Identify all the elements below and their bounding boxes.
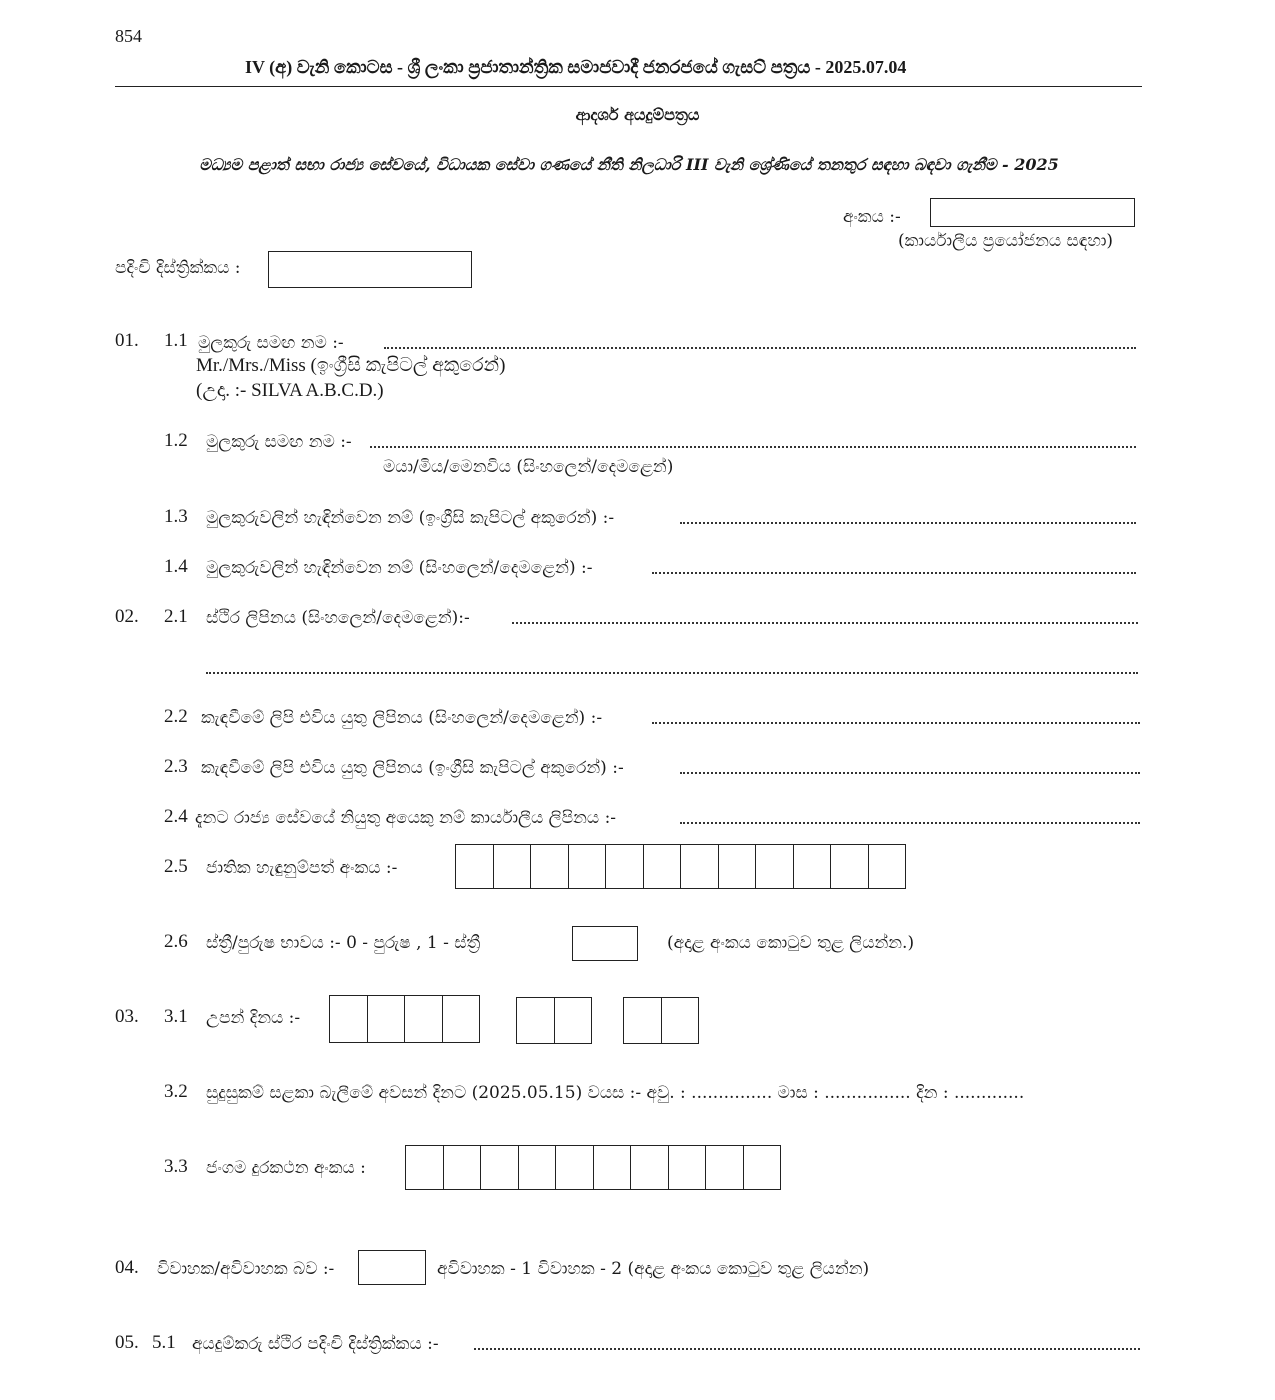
- q1-3-number: 1.3: [164, 506, 188, 527]
- dob-year-digit-box[interactable]: [443, 996, 481, 1042]
- gazette-header-title: IV (අ) වැනි කොටස - ශ්‍රී ලංකා ප්‍රජාතාන්ත්‍රික සමාජවාදී ජනරජයේ ගැසට් පත්‍රය - 2025.07.04: [245, 57, 907, 77]
- nic-digit-box[interactable]: [794, 845, 832, 888]
- q3-1-label: උපන් දිනය :-: [206, 1008, 301, 1028]
- section-02-number: 02.: [115, 606, 139, 627]
- nic-digit-box[interactable]: [869, 845, 907, 888]
- dob-day-boxes[interactable]: [623, 997, 699, 1044]
- page-number: 854: [115, 26, 142, 46]
- q5-1-number: 5.1: [152, 1332, 176, 1353]
- q2-5-number: 2.5: [164, 856, 188, 877]
- q2-4-number: 2.4: [164, 806, 188, 827]
- q1-2-label: මුලකුරු සමඟ නම :-: [206, 432, 352, 452]
- office-number-box[interactable]: [930, 198, 1135, 227]
- section-04-number: 04.: [115, 1257, 139, 1278]
- nic-digit-box[interactable]: [531, 845, 569, 888]
- marital-status-options: අවිවාහක - 1 විවාහක - 2 (අදාළ අංකය කොටුව තුළ ලියන්න): [437, 1259, 870, 1279]
- q1-1-number: 1.1: [164, 330, 188, 351]
- district-box[interactable]: [268, 251, 472, 288]
- dob-year-digit-box[interactable]: [368, 996, 406, 1042]
- q1-3-answer-line[interactable]: [680, 522, 1136, 524]
- number-label: අංකය :-: [843, 207, 901, 227]
- mobile-digit-box[interactable]: [519, 1146, 557, 1189]
- q2-6-number: 2.6: [164, 931, 188, 952]
- q1-4-number: 1.4: [164, 556, 188, 577]
- mobile-digit-box[interactable]: [444, 1146, 482, 1189]
- q1-2-title-hint: මයා/මිය/මෙනවිය (සිංහලෙන්/දෙමළෙන්): [383, 457, 674, 477]
- office-use-note: (කාර්යාලීය ප්‍රයෝජනය සඳහා): [898, 231, 1114, 251]
- mobile-digit-box[interactable]: [744, 1146, 782, 1189]
- mobile-digit-box[interactable]: [706, 1146, 744, 1189]
- q3-1-number: 3.1: [164, 1006, 188, 1027]
- nic-digit-box[interactable]: [756, 845, 794, 888]
- mobile-digit-box[interactable]: [406, 1146, 444, 1189]
- nic-digit-box[interactable]: [644, 845, 682, 888]
- q3-3-number: 3.3: [164, 1156, 188, 1177]
- nic-number-boxes[interactable]: [455, 844, 906, 889]
- district-label: පදිංචි දිස්ත්‍රික්කය :: [115, 258, 241, 278]
- gender-box[interactable]: [572, 926, 638, 961]
- q2-2-answer-line[interactable]: [652, 722, 1140, 724]
- nic-digit-box[interactable]: [456, 845, 494, 888]
- section-01-number: 01.: [115, 330, 139, 351]
- q5-1-answer-line[interactable]: [474, 1348, 1140, 1350]
- q2-1-answer-line[interactable]: [512, 622, 1138, 624]
- q2-3-label: කැඳවීමේ ලිපි එවිය යුතු ලිපිනය (ඉංග්‍රීසි කැපිටල් අකුරෙන්) :-: [201, 758, 624, 778]
- section-03-number: 03.: [115, 1006, 139, 1027]
- nic-digit-box[interactable]: [494, 845, 532, 888]
- form-subtitle: මධ්‍යම පළාත් සභා රාජ්‍ය සේවයේ, විධායක සේවා ගණයේ නීති නිලධාරි III වැනි ශ්‍රේණියේ තනතුර සඳහා බඳවා ගැනීම - 2025: [199, 155, 1059, 174]
- q1-4-answer-line[interactable]: [652, 572, 1136, 574]
- q2-5-label: ජාතික හැඳුනුම්පත් අංකය :-: [206, 858, 398, 878]
- nic-digit-box[interactable]: [831, 845, 869, 888]
- section-05-number: 05.: [115, 1332, 139, 1353]
- dob-month-boxes[interactable]: [516, 997, 592, 1044]
- dob-year-digit-box[interactable]: [405, 996, 443, 1042]
- q2-3-answer-line[interactable]: [680, 772, 1140, 774]
- q1-1-title-hint: Mr./Mrs./Miss (ඉංග්‍රීසි කැපිටල් අකුරෙන්): [196, 355, 506, 376]
- dob-day-digit-box[interactable]: [662, 998, 700, 1043]
- mobile-digit-box[interactable]: [669, 1146, 707, 1189]
- nic-digit-box[interactable]: [569, 845, 607, 888]
- nic-digit-box[interactable]: [719, 845, 757, 888]
- q5-1-label: අයදුම්කරු ස්ථිර පදිංචි දිස්ත්‍රික්කය :-: [192, 1334, 439, 1354]
- q2-6-note: (අදාළ අංකය කොටුව තුළ ලියන්න.): [667, 933, 915, 953]
- marital-status-box[interactable]: [358, 1250, 426, 1285]
- mobile-digit-box[interactable]: [594, 1146, 632, 1189]
- mobile-digit-box[interactable]: [631, 1146, 669, 1189]
- q1-2-number: 1.2: [164, 430, 188, 451]
- nic-digit-box[interactable]: [606, 845, 644, 888]
- nic-digit-box[interactable]: [681, 845, 719, 888]
- q1-1-example: (උදා. :- SILVA A.B.C.D.): [196, 380, 384, 401]
- q2-4-label: දැනට රාජ්‍ය සේවයේ නියුතු අයෙකු නම් කාර්යාලීය ලිපිනය :-: [195, 808, 617, 828]
- dob-day-digit-box[interactable]: [624, 998, 662, 1043]
- marital-status-label: විවාහක/අවිවාහක බව :-: [157, 1259, 335, 1279]
- mobile-number-boxes[interactable]: [405, 1145, 781, 1190]
- mobile-digit-box[interactable]: [556, 1146, 594, 1189]
- q3-2-number: 3.2: [164, 1081, 188, 1102]
- q2-1-label: ස්ථිර ලිපිනය (සිංහලෙන්/දෙමළෙන්):-: [206, 608, 470, 628]
- mobile-digit-box[interactable]: [481, 1146, 519, 1189]
- q3-2-label: සුදුසුකම් සළකා බැලීමේ අවසන් දිනට (2025.05.15) වයස :- අවු. : ............... මාස : ................ දින : .............: [206, 1083, 1025, 1103]
- dob-year-digit-box[interactable]: [330, 996, 368, 1042]
- header-divider: [115, 86, 1142, 87]
- dob-month-digit-box[interactable]: [555, 998, 593, 1043]
- q1-1-label: මුලකුරු සමඟ නම :-: [198, 333, 344, 353]
- q2-6-label: ස්ත්‍රී/පුරුෂ භාවය :- 0 - පුරුෂ , 1 - ස්ත්‍රී: [206, 933, 481, 953]
- q2-1-number: 2.1: [164, 606, 188, 627]
- q1-3-label: මුලකුරුවලින් හැඳින්වෙන නම් (ඉංග්‍රීසි කැපිටල් අකුරෙන්) :-: [206, 508, 615, 528]
- dob-year-boxes[interactable]: [329, 995, 480, 1043]
- q1-4-label: මුලකුරුවලින් හැඳින්වෙන නම් (සිංහලෙන්/දෙමළෙන්) :-: [206, 558, 593, 578]
- q3-3-label: ජංගම දුරකථන අංකය :: [206, 1158, 366, 1178]
- q2-2-label: කැඳවීමේ ලිපි එවිය යුතු ලිපිනය (සිංහලෙන්/දෙමළෙන්) :-: [201, 708, 603, 728]
- q1-1-answer-line[interactable]: [384, 347, 1136, 349]
- q2-1-answer-line-2[interactable]: [206, 672, 1138, 674]
- dob-month-digit-box[interactable]: [517, 998, 555, 1043]
- q2-3-number: 2.3: [164, 756, 188, 777]
- q2-4-answer-line[interactable]: [680, 822, 1140, 824]
- q2-2-number: 2.2: [164, 706, 188, 727]
- q1-2-answer-line[interactable]: [370, 446, 1136, 448]
- form-title: ආදර්ශ අයදුම්පත්‍රය: [575, 105, 700, 124]
